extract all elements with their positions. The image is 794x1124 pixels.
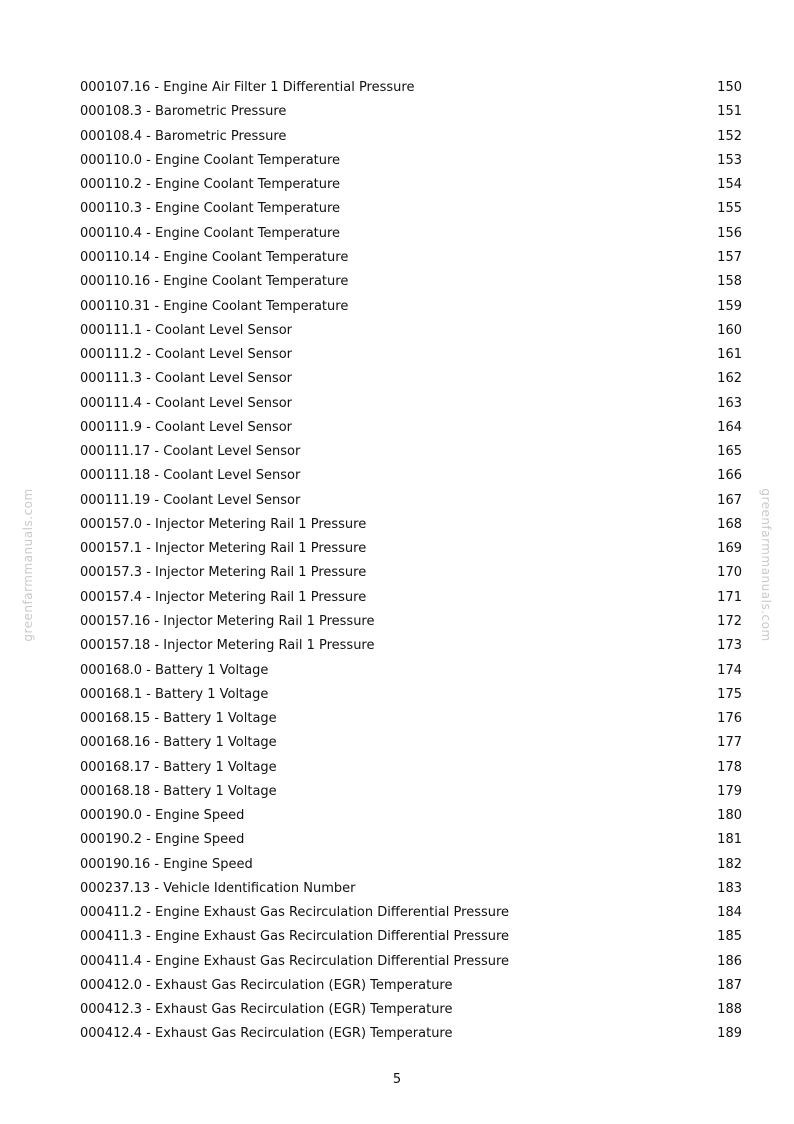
toc-entry[interactable] <box>80 780 742 804</box>
toc-entry[interactable] <box>80 925 742 949</box>
toc-entry-page-number: 160 <box>717 322 742 338</box>
toc-entry-page-number: 153 <box>717 152 742 168</box>
toc-entry-label: 000168.1 - Battery 1 Voltage <box>80 686 269 702</box>
toc-entry[interactable] <box>80 537 742 561</box>
toc-entry-label: 000110.4 - Engine Coolant Temperature <box>80 225 341 241</box>
toc-entry-page-number: 183 <box>717 880 742 896</box>
toc-entry-label: 000168.15 - Battery 1 Voltage <box>80 711 277 727</box>
toc-entry-label: 000110.2 - Engine Coolant Temperature <box>80 177 341 193</box>
watermark-left: greenfarmmanuals.com <box>21 488 35 642</box>
toc-entry-page-number: 150 <box>717 80 742 96</box>
toc-entry-label: 000110.0 - Engine Coolant Temperature <box>80 152 341 168</box>
toc-entry[interactable] <box>80 197 742 221</box>
toc-entry[interactable] <box>80 125 742 149</box>
toc-entry[interactable] <box>80 149 742 173</box>
toc-entry[interactable] <box>80 100 742 124</box>
toc-entry-label: 000190.0 - Engine Speed <box>80 808 245 824</box>
toc-entry-page-number: 168 <box>717 516 742 532</box>
toc-entry[interactable] <box>80 853 742 877</box>
toc-entry-page-number: 187 <box>717 977 742 993</box>
toc-entry-page-number: 182 <box>717 856 742 872</box>
toc-entry-page-number: 159 <box>717 298 742 314</box>
toc-entry-page-number: 165 <box>717 444 742 460</box>
toc-entry-label: 000412.3 - Exhaust Gas Recirculation (EGR) Temperature <box>80 1002 453 1018</box>
toc-entry-label: 000237.13 - Vehicle Identification Number <box>80 880 356 896</box>
toc-entry-label: 000108.3 - Barometric Pressure <box>80 104 287 120</box>
toc-entry-page-number: 163 <box>717 395 742 411</box>
toc-entry-page-number: 157 <box>717 249 742 265</box>
toc-entry[interactable] <box>80 998 742 1022</box>
toc-entry[interactable] <box>80 513 742 537</box>
toc-entry[interactable] <box>80 294 742 318</box>
toc-entry-page-number: 161 <box>717 347 742 363</box>
toc-entry-page-number: 174 <box>717 662 742 678</box>
toc-entry-label: 000111.18 - Coolant Level Sensor <box>80 468 301 484</box>
toc-entry[interactable] <box>80 586 742 610</box>
toc-entry[interactable] <box>80 634 742 658</box>
toc-entry-label: 000111.3 - Coolant Level Sensor <box>80 371 293 387</box>
toc-entry-label: 000190.2 - Engine Speed <box>80 832 245 848</box>
toc-entry-page-number: 185 <box>717 929 742 945</box>
toc-entry-label: 000157.4 - Injector Metering Rail 1 Pressure <box>80 589 367 605</box>
toc-entry-page-number: 158 <box>717 274 742 290</box>
toc-entry-page-number: 170 <box>717 565 742 581</box>
toc-entry-label: 000157.16 - Injector Metering Rail 1 Pressure <box>80 613 375 629</box>
toc-entry[interactable] <box>80 367 742 391</box>
toc-entry-label: 000110.16 - Engine Coolant Temperature <box>80 274 349 290</box>
toc-entry-label: 000111.19 - Coolant Level Sensor <box>80 492 301 508</box>
toc-entry-label: 000110.31 - Engine Coolant Temperature <box>80 298 349 314</box>
toc-entry[interactable] <box>80 270 742 294</box>
toc-entry-label: 000111.9 - Coolant Level Sensor <box>80 419 293 435</box>
toc-entry-page-number: 181 <box>717 832 742 848</box>
toc-entry-page-number: 180 <box>717 808 742 824</box>
toc-entry-label: 000157.1 - Injector Metering Rail 1 Pressure <box>80 541 367 557</box>
toc-entry-label: 000411.3 - Engine Exhaust Gas Recirculation Differential Pressure <box>80 929 510 945</box>
toc-entry[interactable] <box>80 901 742 925</box>
toc-entry-page-number: 152 <box>717 128 742 144</box>
toc-entry-label: 000412.4 - Exhaust Gas Recirculation (EGR) Temperature <box>80 1026 453 1042</box>
toc-entry-page-number: 164 <box>717 419 742 435</box>
toc-entry[interactable] <box>80 731 742 755</box>
toc-entry[interactable] <box>80 950 742 974</box>
toc-entry[interactable] <box>80 173 742 197</box>
toc-entry-label: 000110.3 - Engine Coolant Temperature <box>80 201 341 217</box>
toc-entry-page-number: 175 <box>717 686 742 702</box>
toc-entry-label: 000157.0 - Injector Metering Rail 1 Pressure <box>80 516 367 532</box>
toc-entry-page-number: 173 <box>717 638 742 654</box>
toc-entry-label: 000108.4 - Barometric Pressure <box>80 128 287 144</box>
toc-entry[interactable] <box>80 343 742 367</box>
toc-entry-page-number: 151 <box>717 104 742 120</box>
toc-entry-page-number: 189 <box>717 1026 742 1042</box>
toc-entry-page-number: 155 <box>717 201 742 217</box>
toc-entry[interactable] <box>80 222 742 246</box>
toc-entry-label: 000190.16 - Engine Speed <box>80 856 253 872</box>
toc-entry[interactable] <box>80 804 742 828</box>
toc-entry-label: 000168.0 - Battery 1 Voltage <box>80 662 269 678</box>
toc-entry-label: 000107.16 - Engine Air Filter 1 Differential Pressure <box>80 80 415 96</box>
toc-entry-label: 000111.2 - Coolant Level Sensor <box>80 347 293 363</box>
toc-entry-page-number: 156 <box>717 225 742 241</box>
toc-entry-page-number: 176 <box>717 711 742 727</box>
toc-entry[interactable] <box>80 707 742 731</box>
toc-entry-page-number: 172 <box>717 613 742 629</box>
watermark-right: greenfarmmanuals.com <box>759 488 773 642</box>
toc-entry-page-number: 177 <box>717 735 742 751</box>
toc-entry[interactable] <box>80 683 742 707</box>
toc-entry[interactable] <box>80 416 742 440</box>
toc-entry-label: 000111.1 - Coolant Level Sensor <box>80 322 293 338</box>
toc-entry-page-number: 154 <box>717 177 742 193</box>
toc-entry-page-number: 169 <box>717 541 742 557</box>
toc-entry-label: 000111.4 - Coolant Level Sensor <box>80 395 293 411</box>
toc-entry-label: 000411.4 - Engine Exhaust Gas Recirculation Differential Pressure <box>80 953 510 969</box>
toc-entry[interactable] <box>80 464 742 488</box>
toc-entry-label: 000111.17 - Coolant Level Sensor <box>80 444 301 460</box>
toc-entry-label: 000411.2 - Engine Exhaust Gas Recirculation Differential Pressure <box>80 905 510 921</box>
toc-entry-page-number: 188 <box>717 1002 742 1018</box>
toc-entry-label: 000157.18 - Injector Metering Rail 1 Pressure <box>80 638 375 654</box>
toc-entry-page-number: 166 <box>717 468 742 484</box>
toc-entry-page-number: 186 <box>717 953 742 969</box>
toc-entry[interactable] <box>80 658 742 682</box>
toc-entry[interactable] <box>80 828 742 852</box>
toc-entry[interactable] <box>80 440 742 464</box>
toc-entry[interactable] <box>80 76 742 100</box>
toc-entry-label: 000168.16 - Battery 1 Voltage <box>80 735 277 751</box>
toc-entry[interactable] <box>80 391 742 415</box>
toc-entry-page-number: 171 <box>717 589 742 605</box>
toc-entry-label: 000110.14 - Engine Coolant Temperature <box>80 249 349 265</box>
toc-entry[interactable] <box>80 610 742 634</box>
toc-entry[interactable] <box>80 1022 742 1046</box>
toc-entry[interactable] <box>80 319 742 343</box>
toc-entry-label: 000168.18 - Battery 1 Voltage <box>80 783 277 799</box>
page-number: 5 <box>392 1072 402 1087</box>
toc-entry[interactable] <box>80 877 742 901</box>
toc-entry-page-number: 178 <box>717 759 742 775</box>
toc-entry[interactable] <box>80 561 742 585</box>
toc-entry-label: 000168.17 - Battery 1 Voltage <box>80 759 277 775</box>
toc-entry[interactable] <box>80 246 742 270</box>
toc-entry-label: 000412.0 - Exhaust Gas Recirculation (EGR) Temperature <box>80 977 453 993</box>
toc-entry[interactable] <box>80 974 742 998</box>
toc-entry-page-number: 167 <box>717 492 742 508</box>
toc-entry-page-number: 184 <box>717 905 742 921</box>
toc-entry[interactable] <box>80 489 742 513</box>
table-of-contents <box>80 76 742 1047</box>
toc-entry[interactable] <box>80 755 742 779</box>
toc-entry-page-number: 162 <box>717 371 742 387</box>
toc-entry-label: 000157.3 - Injector Metering Rail 1 Pressure <box>80 565 367 581</box>
toc-entry-page-number: 179 <box>717 783 742 799</box>
